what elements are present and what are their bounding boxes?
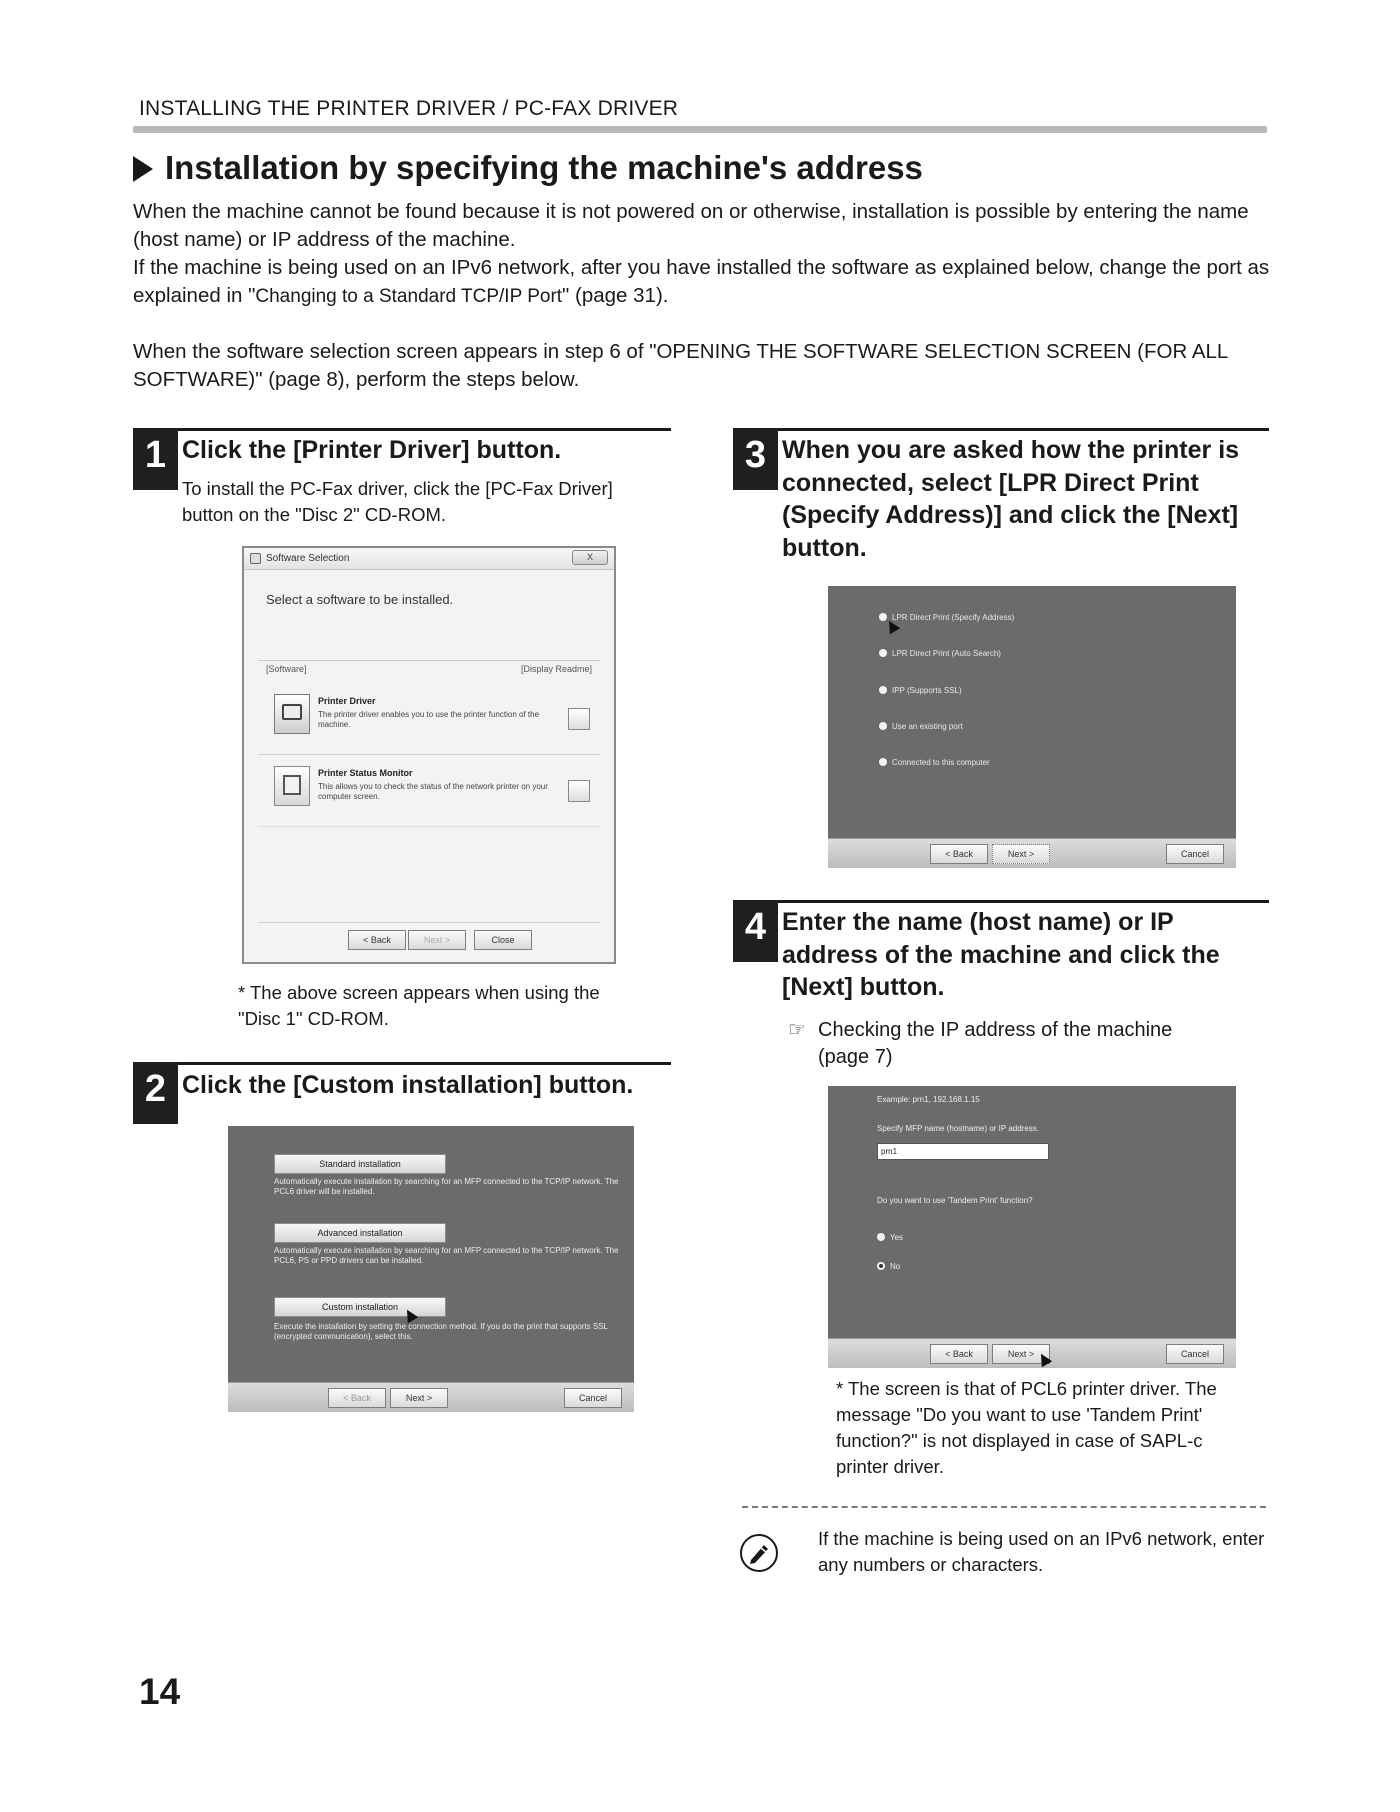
- tip-text: If the machine is being used on an IPv6 network, enter any numbers or characters.: [818, 1528, 1265, 1575]
- radio-icon[interactable]: [879, 649, 887, 657]
- divider: [258, 754, 600, 755]
- custom-installation-desc: Execute the installation by setting the connection method. If you do the print that supports SSL (encrypted communication), select this.: [274, 1322, 608, 1341]
- intro-p2-reference: Changing to a Standard TCP/IP Port: [255, 286, 563, 307]
- step-4-reference: Checking the IP address of the machine (page 7): [818, 1019, 1173, 1068]
- intro-p2-tail: " (page 31).: [562, 284, 669, 307]
- reference-hand-icon: ☞: [788, 1019, 806, 1041]
- next-button[interactable]: Next >: [390, 1388, 448, 1408]
- note-pencil-icon: [739, 1533, 779, 1573]
- close-icon[interactable]: X: [572, 550, 608, 565]
- connection-option[interactable]: [879, 613, 1014, 622]
- cancel-button[interactable]: Cancel: [1166, 844, 1224, 864]
- radio-icon[interactable]: [879, 722, 887, 730]
- intro-paragraph-2: [133, 254, 1273, 311]
- install-type-dialog: [228, 1126, 634, 1382]
- section-title: [133, 149, 923, 187]
- step-4-title: Enter the name (host name) or IP address of the machine and click the [Next] button.: [782, 908, 1220, 1001]
- back-button[interactable]: < Back: [348, 930, 406, 950]
- radio-icon[interactable]: [879, 613, 887, 621]
- connection-option[interactable]: [879, 686, 962, 695]
- divider: [258, 660, 600, 661]
- divider: [258, 826, 600, 827]
- intro-p2-text: If the machine is being used on an IPv6 network, after you have installed the software as explained below, change the port as explained in ": [133, 256, 1270, 307]
- address-example: Example: prn1, 192.168.1.15: [877, 1095, 980, 1104]
- radio-icon[interactable]: [879, 758, 887, 766]
- tandem-yes-label: Yes: [890, 1233, 904, 1242]
- standard-installation-button[interactable]: Standard installation: [274, 1154, 446, 1174]
- cancel-button[interactable]: Cancel: [564, 1388, 622, 1408]
- radio-icon[interactable]: [879, 686, 887, 694]
- back-button[interactable]: < Back: [930, 844, 988, 864]
- status-monitor-button[interactable]: [274, 766, 310, 806]
- printer-icon: [282, 704, 302, 720]
- col-software: [Software]: [266, 664, 307, 674]
- step-3-number: 3: [733, 428, 778, 490]
- tandem-yes-option[interactable]: [877, 1233, 903, 1242]
- close-button[interactable]: Close: [474, 930, 532, 950]
- step-1-number: 1: [133, 428, 178, 490]
- back-button[interactable]: < Back: [328, 1388, 386, 1408]
- intro-paragraph-3: When the software selection screen appears in step 6 of "OPENING THE SOFTWARE SELECTION SCREEN (FOR ALL SOFTWARE)" (page 8), perform the steps below.: [133, 340, 1228, 391]
- address-dialog: [828, 1086, 1236, 1338]
- tandem-no-option[interactable]: [877, 1262, 900, 1271]
- running-header: INSTALLING THE PRINTER DRIVER / PC-FAX DRIVER: [139, 97, 679, 120]
- connection-option-label: IPP (Supports SSL): [892, 686, 962, 695]
- dialog-title: Software Selection: [266, 553, 350, 564]
- custom-installation-button[interactable]: Custom installation: [274, 1297, 446, 1317]
- step-2-number: 2: [133, 1062, 178, 1124]
- install-type-button-bar: [228, 1382, 634, 1412]
- step-3-title: When you are asked how the printer is connected, select [LPR Direct Print (Specify Address)] and click the [Next] button.: [782, 436, 1240, 562]
- readme-icon[interactable]: [568, 780, 590, 802]
- connection-option-label: LPR Direct Print (Specify Address): [892, 613, 1015, 622]
- connection-option-label: LPR Direct Print (Auto Search): [892, 649, 1001, 658]
- intro-paragraph-1: When the machine cannot be found because it is not powered on or otherwise, installation is possible by entering the name (host name) or IP address of the machine.: [133, 200, 1249, 251]
- software-selection-dialog: [242, 546, 616, 964]
- dialog-titlebar: [244, 548, 614, 570]
- back-button[interactable]: < Back: [930, 1344, 988, 1364]
- cancel-button[interactable]: Cancel: [1166, 1344, 1224, 1364]
- address-input[interactable]: prn1: [877, 1143, 1049, 1160]
- tandem-no-label: No: [890, 1262, 901, 1271]
- page-number: 14: [139, 1671, 181, 1712]
- item-desc-status-monitor: This allows you to check the status of the network printer on your computer screen.: [318, 782, 548, 801]
- address-field-label: Specify MFP name (hostname) or IP address.: [877, 1124, 1039, 1133]
- asterisk: *: [836, 1378, 844, 1399]
- step-1-rule: [133, 428, 671, 431]
- address-button-bar: [828, 1338, 1236, 1368]
- connection-option-label: Use an existing port: [892, 722, 963, 731]
- step-4-note-text: The screen is that of PCL6 printer driver. The message "Do you want to use 'Tandem Print' function?" is not displayed in case of SAPL-c printer driver.: [836, 1378, 1217, 1477]
- item-name-status-monitor: Printer Status Monitor: [318, 768, 413, 778]
- connection-option-label: Connected to this computer: [892, 758, 990, 767]
- readme-icon[interactable]: [568, 708, 590, 730]
- header-rule: [133, 126, 1267, 133]
- section-title-text: Installation by specifying the machine's address: [165, 149, 923, 186]
- item-desc-printer-driver: The printer driver enables you to use the printer function of the machine.: [318, 710, 540, 729]
- step-1-body: To install the PC-Fax driver, click the [PC-Fax Driver] button on the "Disc 2" CD-ROM.: [182, 478, 613, 525]
- step-1-note-text: The above screen appears when using the "Disc 1" CD-ROM.: [238, 982, 600, 1029]
- triangle-bullet-icon: [133, 156, 153, 182]
- monitor-icon: [283, 775, 301, 795]
- step-4-rule: [733, 900, 1269, 903]
- connection-option[interactable]: [879, 758, 990, 767]
- connection-method-dialog: [828, 586, 1236, 838]
- connection-option[interactable]: [879, 722, 963, 731]
- connection-option[interactable]: [879, 649, 1001, 658]
- step-1-note: [238, 980, 638, 1032]
- advanced-installation-desc: Automatically execute installation by searching for an MFP connected to the TCP/IP network. The PCL6, PS or PPD drivers can be installed.: [274, 1246, 619, 1265]
- step-4-note: [836, 1376, 1236, 1480]
- app-icon: [250, 553, 261, 564]
- col-readme: [Display Readme]: [520, 664, 592, 674]
- tip-dashed-rule: [742, 1506, 1266, 1508]
- step-2-title: Click the [Custom installation] button.: [182, 1071, 634, 1099]
- step-4-number: 4: [733, 900, 778, 962]
- radio-icon[interactable]: [877, 1233, 885, 1241]
- divider: [258, 922, 600, 923]
- standard-installation-desc: Automatically execute installation by searching for an MFP connected to the TCP/IP network. The PCL6 driver will be installed.: [274, 1177, 619, 1196]
- printer-driver-button[interactable]: [274, 694, 310, 734]
- dialog-prompt: Select a software to be installed.: [266, 592, 454, 607]
- next-button[interactable]: Next >: [408, 930, 466, 950]
- next-button[interactable]: Next >: [992, 1344, 1050, 1364]
- radio-selected-icon[interactable]: [877, 1262, 885, 1270]
- item-name-printer-driver: Printer Driver: [318, 696, 376, 706]
- step-3-rule: [733, 428, 1269, 431]
- tandem-question: Do you want to use 'Tandem Print' function?: [877, 1196, 1033, 1205]
- step-1-title: Click the [Printer Driver] button.: [182, 436, 562, 464]
- advanced-installation-button[interactable]: Advanced installation: [274, 1223, 446, 1243]
- asterisk: *: [238, 982, 246, 1003]
- connection-button-bar: [828, 838, 1236, 868]
- next-button[interactable]: Next >: [992, 844, 1050, 864]
- step-2-rule: [133, 1062, 671, 1065]
